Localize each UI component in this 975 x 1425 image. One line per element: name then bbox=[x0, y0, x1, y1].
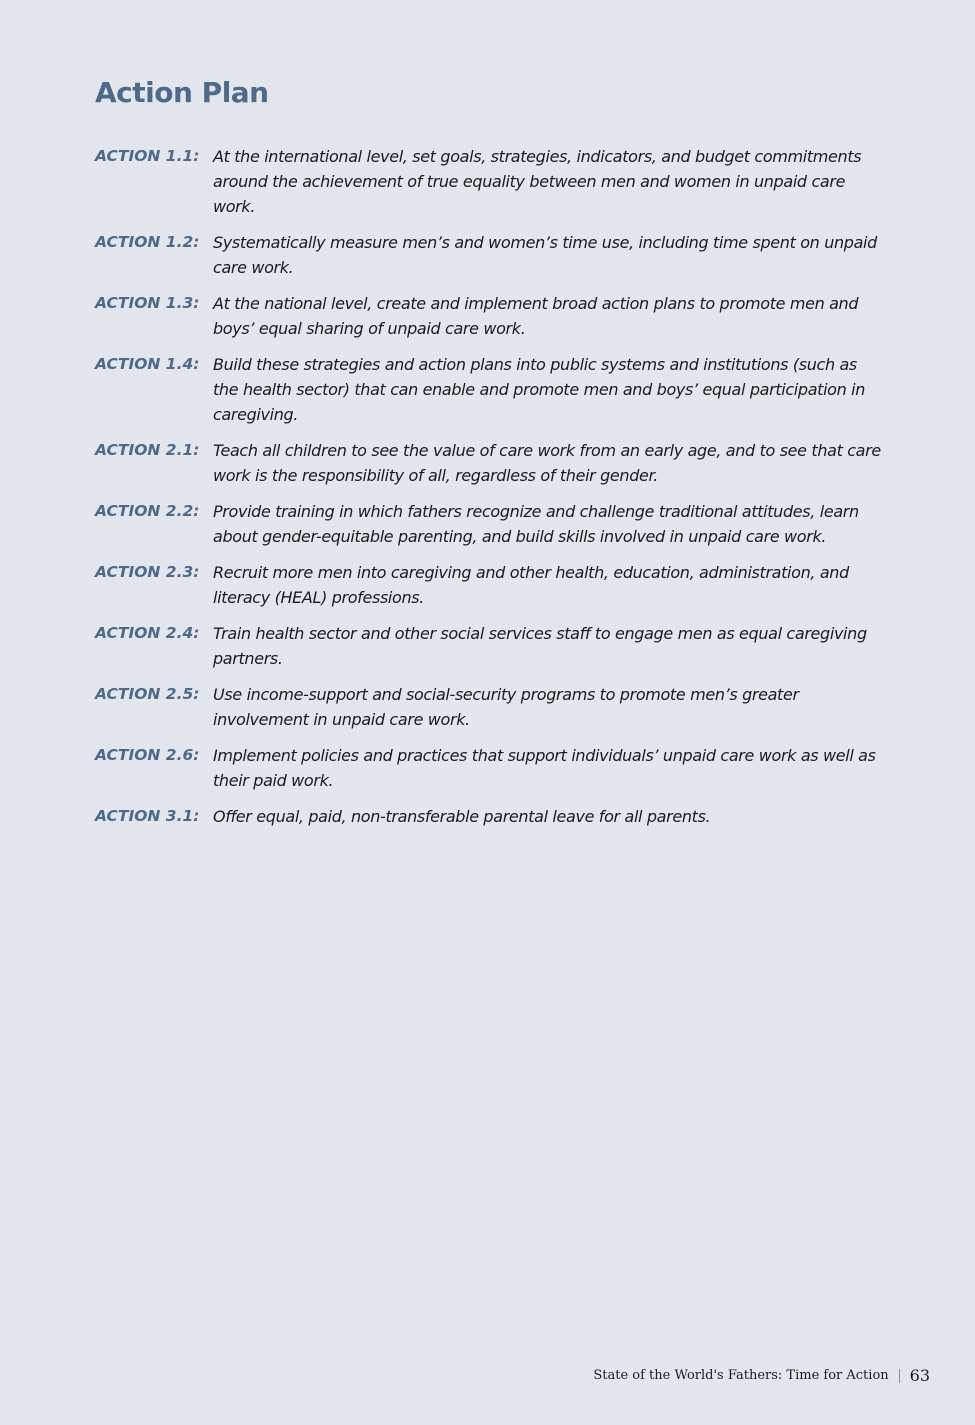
action-text: Systematically measure men’s and women’s time use, including time spent on unpaid care work. bbox=[213, 233, 877, 277]
action-list bbox=[95, 144, 885, 840]
action-item bbox=[95, 804, 885, 829]
action-label: ACTION 1.2: bbox=[95, 233, 200, 251]
action-label: ACTION 2.5: bbox=[95, 685, 200, 703]
action-item bbox=[95, 352, 885, 427]
action-label: ACTION 2.4: bbox=[95, 624, 200, 642]
action-label: ACTION 2.2: bbox=[95, 502, 200, 520]
action-label: ACTION 3.1: bbox=[95, 807, 200, 825]
action-item bbox=[95, 560, 885, 610]
action-text: At the national level, create and implement broad action plans to promote men and boys’ equal sharing of unpaid care work. bbox=[213, 294, 859, 338]
action-text: Provide training in which fathers recognize and challenge traditional attitudes, learn about gender-equitable parenting, and build skills involved in unpaid care work. bbox=[213, 502, 859, 546]
action-item bbox=[95, 438, 885, 488]
action-text: Teach all children to see the value of care work from an early age, and to see that care work is the responsibility of all, regardless of their gender. bbox=[213, 441, 881, 485]
action-text: Offer equal, paid, non-transferable parental leave for all parents. bbox=[213, 807, 711, 826]
action-label: ACTION 1.3: bbox=[95, 294, 200, 312]
page-title: Action Plan bbox=[95, 76, 269, 109]
action-label: ACTION 2.1: bbox=[95, 441, 200, 459]
action-text: Use income-support and social-security programs to promote men’s greater involvement in unpaid care work. bbox=[213, 685, 799, 729]
page-footer bbox=[593, 1366, 930, 1385]
action-label: ACTION 1.1: bbox=[95, 147, 200, 165]
action-item bbox=[95, 743, 885, 793]
action-item bbox=[95, 230, 885, 280]
action-text: Implement policies and practices that support individuals’ unpaid care work as well as their paid work. bbox=[213, 746, 876, 790]
action-text: Build these strategies and action plans into public systems and institutions (such as the health sector) that can enable and promote men and boys’ equal participation in caregiving. bbox=[213, 355, 866, 424]
action-label: ACTION 1.4: bbox=[95, 355, 200, 373]
action-item bbox=[95, 621, 885, 671]
action-item bbox=[95, 682, 885, 732]
footer-publication-title: State of the World's Fathers: Time for Action bbox=[593, 1368, 889, 1383]
action-item bbox=[95, 499, 885, 549]
action-label: ACTION 2.6: bbox=[95, 746, 200, 764]
action-item bbox=[95, 144, 885, 219]
action-text: At the international level, set goals, strategies, indicators, and budget commitments around the achievement of true equality between men and women in unpaid care work. bbox=[213, 147, 862, 216]
action-item bbox=[95, 291, 885, 341]
page-number: 63 bbox=[909, 1366, 930, 1385]
action-label: ACTION 2.3: bbox=[95, 563, 200, 581]
action-text: Recruit more men into caregiving and other health, education, administration, and literacy (HEAL) professions. bbox=[213, 563, 849, 607]
action-text: Train health sector and other social services staff to engage men as equal caregiving partners. bbox=[213, 624, 867, 668]
footer-divider bbox=[899, 1369, 900, 1383]
